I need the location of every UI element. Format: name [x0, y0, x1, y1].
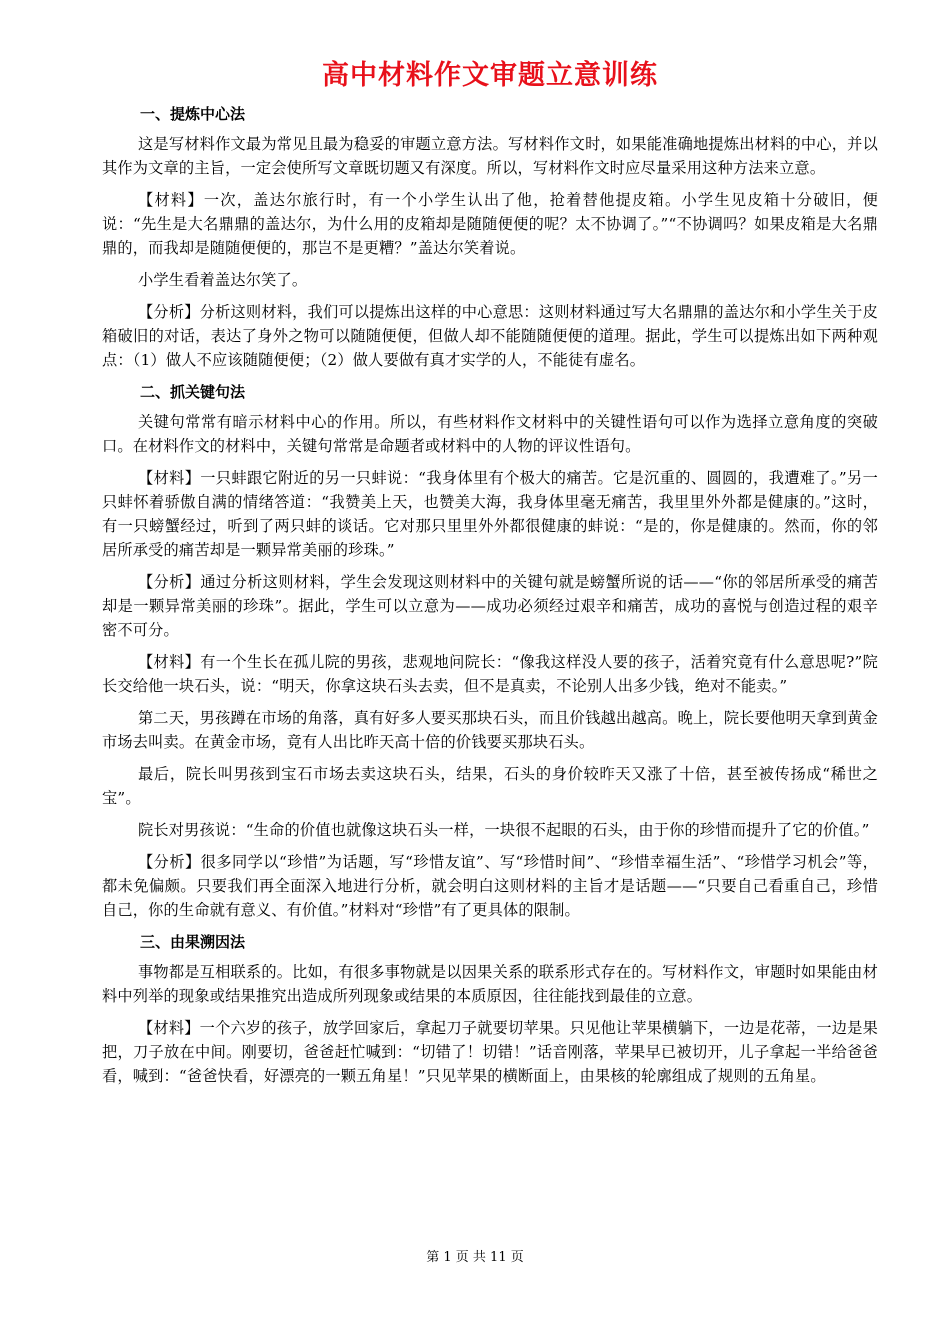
- section-heading: 三、由果溯因法: [140, 932, 246, 951]
- paragraph: 院长对男孩说：“生命的价值也就像这块石头一样，一块很不起眼的石头，由于你的珍惜而提升了它的价值。”: [138, 820, 870, 839]
- paragraph: 【材料】有一个生长在孤儿院的男孩，悲观地问院长：“像我这样没人要的孩子，活着究竟有什么意思呢?”院长交给他一块石头，说：“明天，你拿这块石头去卖，但不是真卖，不论别人出多少钱，绝对不能卖。”: [102, 653, 878, 696]
- paragraph: 事物都是互相联系的。比如，有很多事物就是以因果关系的联系形式存在的。写材料作文，审题时如果能由材料中列举的现象或结果推究出造成所列现象或结果的本质原因，往往能找到最佳的立意。: [102, 962, 878, 1005]
- paragraph: 【分析】很多同学以“珍惜”为话题，写“珍惜友谊”、写“珍惜时间”、“珍惜幸福生活”、“珍惜学习机会”等，都未免偏颇。只要我们再全面深入地进行分析，就会明白这则材料的主旨才是话题——“只要自己看重自己，珍惜自己，你的生命就有意义、有价值。”材料对“珍惜”有了更具体的限制。: [102, 852, 878, 919]
- paragraph: 最后，院长叫男孩到宝石市场去卖这块石头，结果，石头的身价较昨天又涨了十倍，甚至被传扬成“稀世之宝”。: [102, 764, 878, 808]
- paragraph: 第二天，男孩蹲在市场的角落，真有好多人要买那块石头，而且价钱越出越高。晚上，院长要他明天拿到黄金市场去叫卖。在黄金市场，竟有人出比昨天高十倍的价钱要买那块石头。: [102, 709, 878, 752]
- paragraph: 小学生看着盖达尔笑了。: [138, 271, 308, 290]
- document-page: [102, 56, 878, 1096]
- paragraph: 【材料】一只蚌跟它附近的另一只蚌说：“我身体里有个极大的痛苦。它是沉重的、圆圆的，我遭难了。”另一只蚌怀着骄傲自满的情绪答道：“我赞美上天，也赞美大海，我身体里毫无痛苦，我里里外外都是健康的。”这时，有一只螃蟹经过，听到了两只蚌的谈话。它对那只里里外外都很健康的蚌说：“是的，你是健康的。然而，你的邻居所承受的痛苦却是一颗异常美丽的珍珠。”: [102, 468, 878, 560]
- paragraph: 这是写材料作文最为常见且最为稳妥的审题立意方法。写材料作文时，如果能准确地提炼出材料的中心，并以其作为文章的主旨，一定会使所写文章既切题又有深度。所以，写材料作文时应尽量采用这种方法来立意。: [102, 135, 878, 178]
- section-heading: 一、提炼中心法: [140, 105, 246, 123]
- paragraph: 【材料】一个六岁的孩子，放学回家后，拿起刀子就要切苹果。只见他让苹果横躺下，一边是花蒂，一边是果把，刀子放在中间。刚要切，爸爸赶忙喊到：“切错了！切错！”话音刚落，苹果早已被切开，儿子拿起一半给爸爸看，喊到：“爸爸快看，好漂亮的一颗五角星！”只见苹果的横断面上，由果核的轮廓组成了规则的五角星。: [102, 1018, 878, 1085]
- section-heading: 二、抓关键句法: [140, 382, 246, 401]
- paragraph: 【分析】分析这则材料，我们可以提炼出这样的中心意思：这则材料通过写大名鼎鼎的盖达尔和小学生关于皮箱破旧的对话，表达了身外之物可以随随便便，但做人却不能随随便便的道理。据此，学生可以提炼出如下两种观点：（1）做人不应该随随便便；（2）做人要做有真才实学的人，不能徒有虚名。: [102, 302, 878, 370]
- section-2: [102, 380, 878, 922]
- paragraph: 【分析】通过分析这则材料，学生会发现这则材料中的关键句就是螃蟹所说的话——“你的邻居所承受的痛苦却是一颗异常美丽的珍珠”。据此，学生可以立意为——成功必须经过艰辛和痛苦，成功的喜悦与创造过程的艰辛密不可分。: [102, 573, 878, 640]
- paragraph: 【材料】一次，盖达尔旅行时，有一个小学生认出了他，抢着替他提皮箱。小学生见皮箱十分破旧，便说：“先生是大名鼎鼎的盖达尔，为什么用的皮箱却是随随便便的呢？太不协调了。”“不协调吗？如果皮箱是大名鼎鼎的，而我却是随随便便的，那岂不是更糟？”盖达尔笑着说。: [102, 190, 878, 258]
- section-1: [102, 102, 878, 372]
- section-3: [102, 930, 878, 1089]
- document-title: 高中材料作文审题立意训练: [322, 60, 658, 91]
- page-footer: 第 1 页 共 11 页: [426, 1250, 524, 1265]
- paragraph: 关键句常常有暗示材料中心的作用。所以，有些材料作文材料中的关键性语句可以作为选择立意角度的突破口。在材料作文的材料中，关键句常常是命题者或材料中的人物的评议性语句。: [102, 412, 878, 456]
